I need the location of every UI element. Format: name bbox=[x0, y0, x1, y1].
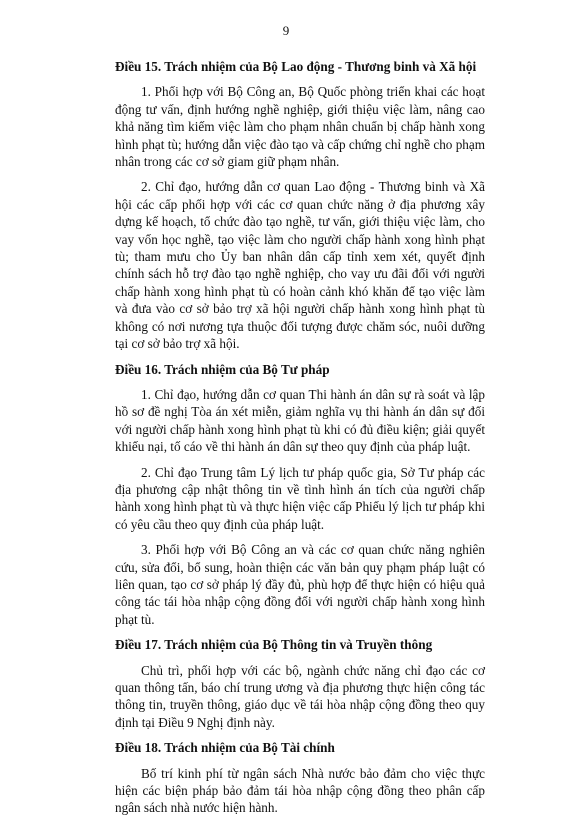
document-body bbox=[115, 58, 485, 825]
article-heading: Điều 15. Trách nhiệm của Bộ Lao động - Thương binh và Xã hội bbox=[115, 59, 477, 74]
article-paragraph: 2. Chỉ đạo, hướng dẫn cơ quan Lao động - Thương binh và Xã hội các cấp phối hợp với các cơ quan chức năng ở địa phương xây dựng kế hoạch, tổ chức đào tạo nghề, tư vấn, giới thiệu việc làm, cho vay vốn học nghề, tạo việc làm cho người chấp hành xong hình phạt tù; tham mưu cho Ủy ban nhân dân cấp tỉnh xem xét, quyết định chính sách hỗ trợ đào tạo nghề nghiệp, cho vay ưu đãi đối với người chấp hành xong hình phạt tù có hoàn cảnh khó khăn để tạo việc làm và đưa vào cơ sở bảo trợ xã hội người chấp hành xong hình phạt tù không có nơi nương tựa thuộc đối tượng được chăm sóc, nuôi dưỡng tại cơ sở bảo trợ xã hội. bbox=[115, 179, 485, 352]
article-paragraph: 3. Phối hợp với Bộ Công an và các cơ quan chức năng nghiên cứu, sửa đổi, bổ sung, hoàn thiện các văn bản quy phạm pháp luật có liên quan, tạo cơ sở pháp lý đầy đủ, phù hợp để thực hiện có hiệu quả công tác tái hòa nhập cộng đồng đối với người chấp hành xong hình phạt tù. bbox=[115, 542, 485, 627]
article-heading: Điều 17. Trách nhiệm của Bộ Thông tin và Truyền thông bbox=[115, 637, 433, 653]
article-paragraph: 1. Phối hợp với Bộ Công an, Bộ Quốc phòng triển khai các hoạt động tư vấn, định hướng nghề nghiệp, giới thiệu việc làm, nâng cao khả năng tìm kiếm việc làm cho phạm nhân chuẩn bị chấp hành xong hình phạt tù; hướng dẫn việc đào tạo và cấp chứng chỉ nghề cho phạm nhân trong các cơ sở giam giữ phạm nhân. bbox=[115, 84, 485, 170]
article-16 bbox=[115, 361, 485, 629]
article-paragraph: Bố trí kinh phí từ ngân sách Nhà nước bảo đảm cho việc thực hiện các biện pháp bảo đảm tái hòa nhập cộng đồng theo phân cấp ngân sách nhà nước hiện hành. bbox=[115, 765, 485, 816]
page-number: 9 bbox=[282, 23, 290, 38]
article-paragraph: 1. Chỉ đạo, hướng dẫn cơ quan Thi hành án dân sự rà soát và lập hồ sơ đề nghị Tòa án xét miễn, giảm nghĩa vụ thi hành án dân sự đối với người chấp hành xong hình phạt tù khi có đủ điều kiện; giải quyết khiếu nại, tố cáo về thi hành án dân sự theo quy định của pháp luật. bbox=[115, 386, 485, 455]
article-18 bbox=[115, 739, 485, 817]
article-paragraph: Chủ trì, phối hợp với các bộ, ngành chức năng chỉ đạo các cơ quan thông tấn, báo chí trung ương và địa phương thực hiện công tác thông tin, truyền thông, giáo dục về tái hòa nhập cộng đồng theo quy định tại Điều 9 Nghị định này. bbox=[115, 662, 485, 730]
article-paragraph: 2. Chỉ đạo Trung tâm Lý lịch tư pháp quốc gia, Sở Tư pháp các địa phương cập nhật thông tin về tình hình án tích của người chấp hành xong hình phạt tù và thực hiện việc cấp Phiếu lý lịch tư pháp khi có yêu cầu theo quy định của pháp luật. bbox=[115, 464, 485, 532]
article-15 bbox=[115, 58, 485, 353]
article-heading: Điều 16. Trách nhiệm của Bộ Tư pháp bbox=[115, 361, 330, 377]
article-17 bbox=[115, 636, 485, 731]
article-heading: Điều 18. Trách nhiệm của Bộ Tài chính bbox=[115, 740, 335, 756]
